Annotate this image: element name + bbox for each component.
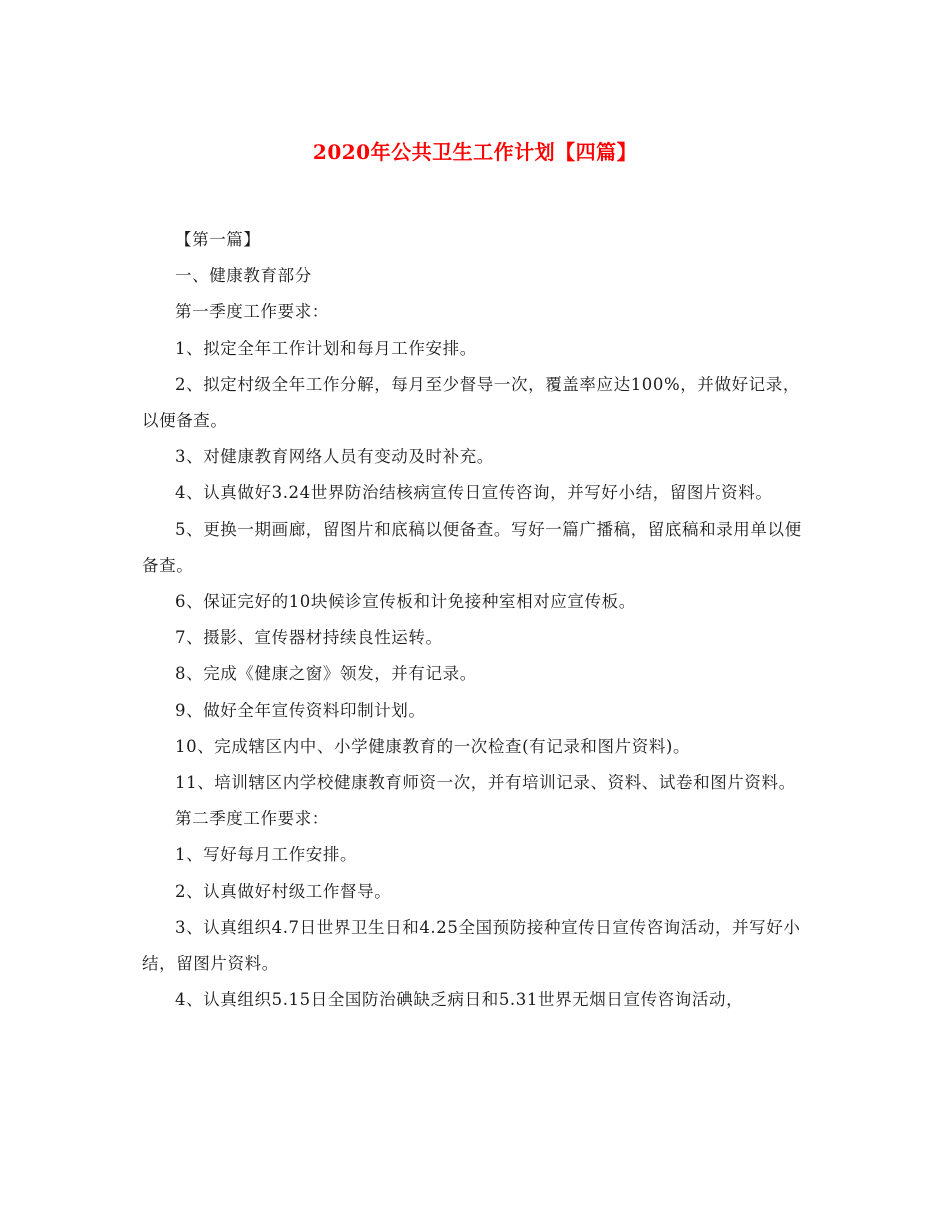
paragraph-item: 2、认真做好村级工作督导。 [175, 881, 392, 901]
paragraph-item: 4、认真做好3.24世界防治结核病宣传日宣传咨询，并写好小结，留图片资料。 [175, 483, 773, 503]
paragraph-section-heading: 【第一篇】 [175, 230, 261, 249]
paragraph-item: 11、培训辖区内学校健康教育师资一次，并有培训记录、资料、试卷和图片资料。 [175, 773, 796, 793]
paragraph-item: 3、对健康教育网络人员有变动及时补充。 [175, 447, 494, 467]
paragraph-item: 7、摄影、宣传器材持续良性运转。 [175, 628, 443, 648]
paragraph-item: 6、保证完好的10块候诊宣传板和计免接种室相对应宣传板。 [175, 592, 636, 612]
paragraph-q2-heading: 第二季度工作要求： [175, 809, 329, 829]
document-body [142, 222, 810, 1018]
paragraph-item: 9、做好全年宣传资料印制计划。 [175, 700, 426, 720]
paragraph-item: 10、完成辖区内中、小学健康教育的一次检查(有记录和图片资料)。 [175, 736, 691, 756]
paragraph-item: 1、写好每月工作安排。 [175, 845, 358, 865]
paragraph-q1-heading: 第一季度工作要求： [175, 302, 329, 322]
paragraph-item: 5、更换一期画廊，留图片和底稿以便备查。写好一篇广播稿，留底稿和录用单以便备查。 [142, 519, 802, 575]
paragraph-item: 2、拟定村级全年工作分解，每月至少督导一次，覆盖率应达100%，并做好记录，以便备查。 [142, 374, 800, 431]
paragraph-item: 8、完成《健康之窗》领发，并有记录。 [175, 664, 477, 684]
paragraph-item: 4、认真组织5.15日全国防治碘缺乏病日和5.31世界无烟日宣传咨询活动， [175, 990, 744, 1010]
paragraph-part-heading: 一、健康教育部分 [175, 266, 312, 286]
paragraph-item: 1、拟定全年工作计划和每月工作安排。 [175, 338, 477, 358]
document-title: 2020年公共卫生工作计划【四篇】 [312, 140, 638, 164]
paragraph-item: 3、认真组织4.7日世界卫生日和4.25全国预防接种宣传日宣传咨询活动，并写好小结，留图片资料。 [142, 917, 801, 974]
